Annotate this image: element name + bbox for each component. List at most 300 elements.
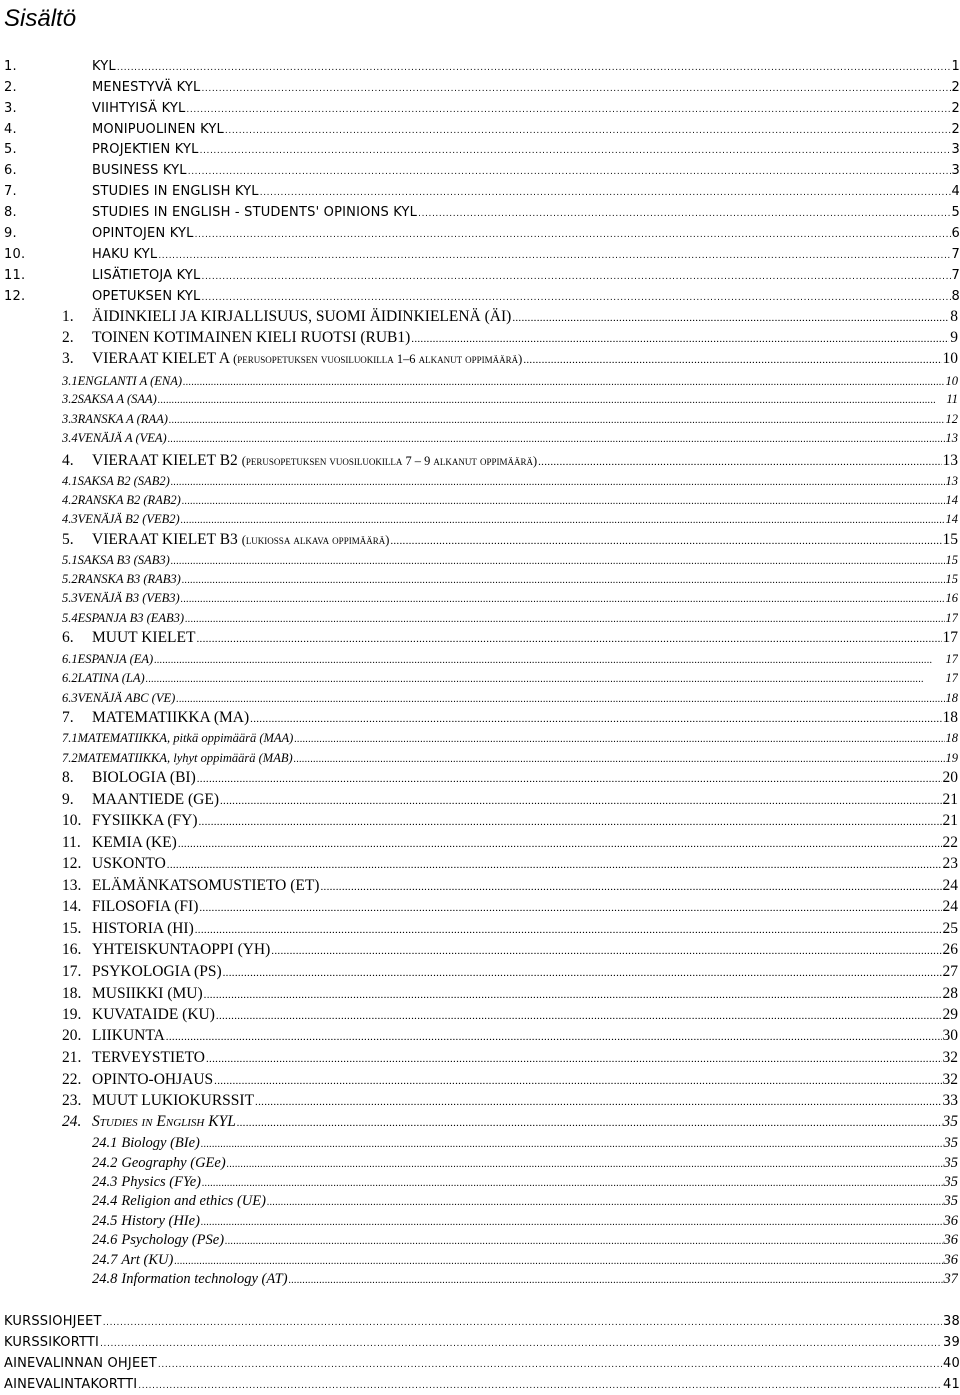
- toc-entry-page: 2: [951, 80, 960, 95]
- toc-dot-leader: [178, 834, 942, 853]
- toc-dot-leader: [103, 1313, 942, 1332]
- toc-entry-number: 14.: [62, 898, 82, 915]
- toc-entry-page: 21: [942, 812, 958, 829]
- toc-dot-leader: [250, 709, 941, 728]
- toc-dot-leader: [538, 452, 941, 471]
- toc-entry[interactable]: [62, 811, 958, 831]
- toc-entry[interactable]: [4, 140, 960, 160]
- toc-entry-number: 8.: [62, 769, 74, 786]
- toc-entry-label-text: TERVEYSTIETO: [92, 1049, 205, 1066]
- toc-entry[interactable]: [62, 628, 958, 648]
- toc-dot-leader: [181, 590, 945, 608]
- toc-dot-leader: [289, 1271, 943, 1289]
- toc-dot-leader: [260, 183, 951, 202]
- toc-entry-number: 3.4: [62, 431, 78, 445]
- toc-entry[interactable]: [62, 1070, 958, 1090]
- toc-entry-page: 26: [942, 941, 958, 958]
- toc-entry-number: 6.: [4, 163, 17, 178]
- toc-entry-label: [78, 649, 154, 669]
- toc-entry[interactable]: [4, 245, 960, 265]
- toc-entry-label-text: Biology (BIe): [121, 1135, 200, 1151]
- toc-entry[interactable]: [62, 962, 958, 982]
- toc-dot-leader: [320, 877, 941, 896]
- page-title: Sisältö: [4, 5, 77, 32]
- toc-entry[interactable]: [62, 428, 958, 448]
- toc-entry-number: 6.1: [62, 652, 78, 666]
- toc-entry-label: [92, 140, 199, 160]
- toc-dot-leader: [200, 141, 951, 160]
- toc-entry[interactable]: [62, 1112, 958, 1132]
- toc-entry-number: 5.1: [62, 553, 78, 567]
- toc-dot-leader: [294, 730, 944, 748]
- toc-entry-page: 18: [942, 709, 958, 726]
- toc-entry-label-text: Psychology (PSe): [121, 1232, 225, 1248]
- toc-entry-number: 18.: [62, 985, 82, 1002]
- toc-entry-number: 12.: [62, 855, 82, 872]
- toc-entry-page: 17: [945, 652, 958, 666]
- toc-entry-page: 35: [942, 1113, 958, 1130]
- toc-entry-number: 5.3: [62, 591, 78, 605]
- toc-entry-page: 35: [943, 1174, 958, 1190]
- toc-entry-label: [4, 1354, 157, 1374]
- toc-dot-leader: [418, 204, 950, 223]
- toc-entry[interactable]: [62, 569, 958, 589]
- toc-entry[interactable]: [4, 1333, 960, 1353]
- toc-entry-label: [92, 224, 194, 244]
- toc-entry-label-text: BUSINESS KYL: [92, 163, 187, 178]
- toc-entry-page: 17: [945, 671, 958, 685]
- toc-entry-label-text: SAKSA B3 (SAB3): [77, 553, 170, 567]
- toc-entry-label-text: AINEVALINNAN OHJEET: [4, 1356, 157, 1371]
- toc-entry-number: 22.: [62, 1071, 82, 1088]
- toc-entry[interactable]: [62, 728, 958, 748]
- toc-entry[interactable]: [62, 530, 958, 550]
- toc-entry[interactable]: [62, 471, 958, 491]
- toc-entry[interactable]: [62, 649, 958, 669]
- toc-entry-page: 15: [945, 553, 958, 567]
- toc-entry-page: 22: [942, 834, 958, 851]
- toc-dot-leader: [255, 1092, 941, 1111]
- toc-entry-label: [92, 897, 198, 917]
- toc-dot-leader: [512, 308, 949, 327]
- toc-entry[interactable]: [4, 120, 960, 140]
- toc-entry-page: 8: [950, 308, 958, 325]
- toc-entry-label-text: MATEMATIIKKA, lyhyt oppimäärä (MAB): [77, 751, 293, 765]
- toc-entry-label: [121, 1191, 266, 1211]
- toc-entry-number: 10.: [62, 812, 82, 829]
- toc-entry-number: 2.: [4, 80, 17, 95]
- toc-dot-leader: [201, 288, 950, 307]
- toc-dot-leader: [182, 492, 945, 510]
- toc-entry-number: 24.5: [92, 1213, 118, 1229]
- toc-entry-label: [92, 328, 410, 348]
- toc-entry-page: 17: [945, 611, 958, 625]
- toc-dot-leader: [167, 855, 942, 874]
- toc-entry-page: 15: [942, 531, 958, 548]
- toc-entry-number: 11.: [4, 268, 26, 283]
- toc-entry-label: [92, 1048, 205, 1068]
- toc-entry-page: 16: [945, 591, 958, 605]
- toc-entry-number: 20.: [62, 1027, 82, 1044]
- toc-entry[interactable]: [62, 550, 958, 570]
- toc-entry-label-text: OPINTO-OHJAUS: [92, 1071, 214, 1088]
- toc-entry-page: 19: [945, 751, 958, 765]
- toc-entry-label: [78, 688, 176, 708]
- toc-entry-label-text: USKONTO: [92, 855, 166, 872]
- toc-entry[interactable]: [92, 1269, 958, 1289]
- toc-entry-label-text: KUVATAIDE (KU): [92, 1006, 215, 1023]
- toc-entry[interactable]: [62, 1048, 958, 1068]
- toc-dot-leader: [523, 350, 941, 369]
- toc-entry[interactable]: [62, 708, 958, 728]
- toc-dot-leader: [174, 1252, 942, 1270]
- toc-entry[interactable]: [92, 1211, 958, 1231]
- toc-entry[interactable]: [62, 588, 958, 608]
- toc-entry-number: 24.2: [92, 1155, 118, 1171]
- toc-entry[interactable]: [62, 451, 958, 471]
- toc-entry[interactable]: [62, 984, 958, 1004]
- toc-dot-leader: [171, 552, 945, 570]
- toc-entry-label-text: LISÄTIETOJA KYL: [92, 268, 201, 283]
- toc-entry-label-text: VENÄJÄ ABC (VE): [77, 691, 176, 705]
- toc-entry[interactable]: [4, 1354, 960, 1374]
- toc-entry[interactable]: [62, 790, 958, 810]
- toc-entry-number: 24.3: [92, 1174, 118, 1190]
- toc-entry-label-text: STUDIES IN ENGLISH - STUDENTS' OPINIONS KYL: [92, 205, 418, 220]
- toc-entry-page: 6: [951, 226, 960, 241]
- toc-entry-label: [92, 530, 389, 550]
- toc-entry[interactable]: [62, 1091, 958, 1111]
- toc-dot-leader: [188, 162, 951, 181]
- toc-entry-page: 3: [951, 142, 960, 157]
- toc-entry[interactable]: [62, 854, 958, 874]
- toc-entry-page: 4: [951, 184, 960, 199]
- toc-entry[interactable]: [62, 328, 958, 348]
- toc-entry[interactable]: [62, 668, 958, 688]
- toc-entry-number: 24.4: [92, 1193, 118, 1209]
- toc-entry-label-text: HAKU KYL: [92, 247, 158, 262]
- toc-entry-label: [92, 1005, 215, 1025]
- toc-entry-label: [121, 1153, 225, 1173]
- toc-entry[interactable]: [4, 266, 960, 286]
- toc-entry[interactable]: [92, 1153, 958, 1173]
- toc-entry-label: [121, 1269, 287, 1289]
- toc-entry-label-text: Art (KU): [121, 1252, 174, 1268]
- toc-entry-label-text: Geography (GEe): [121, 1155, 226, 1171]
- toc-dot-leader: [186, 100, 950, 119]
- toc-entry-label: [78, 569, 181, 589]
- toc-entry-number: 3.: [62, 350, 74, 367]
- toc-entry-label: [121, 1133, 200, 1153]
- toc-entry[interactable]: [4, 1375, 960, 1395]
- toc-entry-label-text: ENGLANTI A (ENA): [77, 374, 183, 388]
- toc-entry-label-text: MENESTYVÄ KYL: [92, 80, 201, 95]
- toc-entry-label-text: MUUT KIELET: [92, 629, 196, 646]
- toc-entry-number: 7.: [4, 184, 17, 199]
- toc-dot-leader: [214, 1071, 941, 1090]
- toc-entry-page: 35: [943, 1155, 958, 1171]
- toc-entry-number: 17.: [62, 963, 82, 980]
- toc-entry-label: [78, 509, 180, 529]
- toc-entry-number: 8.: [4, 205, 17, 220]
- toc-entry[interactable]: [4, 287, 960, 307]
- toc-entry-page: 30: [942, 1027, 958, 1044]
- toc-entry-label-text: ESPANJA B3 (EAB3): [77, 611, 185, 625]
- toc-entry-label: [78, 409, 168, 429]
- toc-dot-leader: [154, 651, 944, 669]
- toc-entry-label: [92, 768, 196, 788]
- toc-entry[interactable]: [4, 161, 960, 181]
- toc-entry-number: 4.2: [62, 493, 78, 507]
- toc-entry[interactable]: [4, 203, 960, 223]
- toc-entry-label-text: MONIPUOLINEN KYL: [92, 122, 224, 137]
- toc-entry[interactable]: [92, 1230, 958, 1250]
- toc-entry[interactable]: [62, 349, 958, 369]
- toc-entry-number: 21.: [62, 1049, 82, 1066]
- toc-entry-label: [92, 790, 219, 810]
- toc-entry[interactable]: [92, 1191, 958, 1211]
- toc-entry-label: [92, 962, 222, 982]
- toc-entry-label-text: KEMIA (KE): [92, 834, 177, 851]
- toc-entry-number: 5.4: [62, 611, 78, 625]
- toc-entry-label: [92, 266, 201, 286]
- toc-dot-leader: [201, 1213, 943, 1231]
- toc-entry-label-text: MUSIIKKI (MU): [92, 985, 203, 1002]
- toc-dot-leader: [201, 1135, 943, 1153]
- toc-entry-label: [92, 628, 195, 648]
- toc-entry-label-text: ÄIDINKIELI JA KIRJALLISUUS, SUOMI ÄIDINKIELENÄ (ÄI): [92, 308, 512, 325]
- toc-dot-leader: [185, 610, 944, 628]
- toc-entry-number: 10.: [4, 247, 26, 262]
- toc-entry-label: [92, 99, 185, 119]
- toc-dot-leader: [168, 430, 945, 448]
- toc-entry-page: 18: [945, 731, 958, 745]
- toc-entry-page: 1: [951, 59, 960, 74]
- toc-entry-label-text: ELÄMÄNKATSOMUSTIETO (ET): [92, 877, 320, 894]
- toc-entry-number: 5.: [4, 142, 17, 157]
- toc-entry-number: 5.: [62, 531, 74, 548]
- toc-entry[interactable]: [4, 99, 960, 119]
- toc-dot-leader: [182, 571, 945, 589]
- toc-entry-label: [121, 1172, 201, 1192]
- toc-entry-label: [78, 490, 181, 510]
- toc-entry[interactable]: [4, 78, 960, 98]
- toc-entry-number: 24.7: [92, 1252, 118, 1268]
- toc-entry[interactable]: [62, 389, 958, 409]
- toc-entry-page: 12: [945, 412, 958, 426]
- toc-entry-page: 33: [942, 1092, 958, 1109]
- toc-dot-leader: [237, 1113, 942, 1132]
- toc-entry-number: 1.: [4, 59, 17, 74]
- toc-dot-leader: [220, 791, 942, 810]
- toc-entry[interactable]: [4, 57, 960, 77]
- toc-entry-label: [92, 307, 511, 327]
- toc-entry[interactable]: [4, 224, 960, 244]
- toc-entry-label: [121, 1211, 200, 1231]
- toc-dot-leader: [169, 411, 945, 429]
- toc-entry[interactable]: [62, 307, 958, 327]
- toc-entry-number: 16.: [62, 941, 82, 958]
- toc-dot-leader: [171, 473, 945, 491]
- toc-dot-leader: [411, 329, 949, 348]
- toc-dot-leader: [166, 1027, 942, 1046]
- toc-dot-leader: [158, 391, 946, 409]
- toc-entry-page: 17: [942, 629, 958, 646]
- toc-entry-page: 24: [942, 877, 958, 894]
- toc-entry-number: 7.2: [62, 751, 78, 765]
- toc-entry[interactable]: [4, 182, 960, 202]
- toc-entry-number: 3.2: [62, 392, 78, 406]
- toc-dot-leader: [201, 79, 950, 98]
- toc-entry-label: [92, 833, 177, 853]
- toc-entry-label-text: AINEVALINTAKORTTI: [4, 1377, 138, 1392]
- toc-entry-label-text: History (HIe): [121, 1213, 200, 1229]
- toc-entry-number: 24.8: [92, 1271, 118, 1287]
- toc-entry-label: [92, 245, 157, 265]
- toc-entry-page: 39: [943, 1335, 960, 1350]
- toc-entry-label-note: (perusopetuksen vuosiluokilla 1–6 alkanut oppimäärä): [233, 352, 523, 366]
- toc-entry[interactable]: [92, 1250, 958, 1270]
- toc-entry-page: 37: [943, 1271, 958, 1287]
- toc-dot-leader: [204, 985, 942, 1004]
- toc-entry-number: 11.: [62, 834, 81, 851]
- toc-entry-label-text: VIERAAT KIELET B2: [92, 452, 238, 469]
- toc-dot-leader: [294, 750, 945, 768]
- toc-entry-label: [92, 120, 224, 140]
- toc-entry-page: 14: [945, 512, 958, 526]
- toc-entry[interactable]: [62, 490, 958, 510]
- toc-entry-label-text: VIERAAT KIELET A: [92, 350, 230, 367]
- toc-entry[interactable]: [62, 833, 958, 853]
- toc-entry[interactable]: [62, 371, 958, 391]
- toc-entry-page: 15: [945, 572, 958, 586]
- toc-dot-leader: [202, 267, 951, 286]
- toc-entry[interactable]: [62, 688, 958, 708]
- toc-entry-page: 3: [951, 163, 960, 178]
- toc-entry[interactable]: [62, 940, 958, 960]
- toc-entry-number: 4.: [62, 452, 74, 469]
- toc-entry-label: [92, 811, 198, 831]
- toc-entry-label: [92, 940, 270, 960]
- toc-entry-label-text: VIIHTYISÄ KYL: [92, 101, 186, 116]
- toc-entry-page: 40: [943, 1356, 960, 1371]
- toc-entry-page: 38: [943, 1314, 960, 1329]
- toc-entry-label: [4, 1375, 137, 1395]
- toc-entry-label-text: LIIKUNTA: [92, 1027, 165, 1044]
- toc-dot-leader: [225, 1232, 942, 1250]
- toc-entry-label-text: RANSKA A (RAA): [77, 412, 168, 426]
- toc-entry-label: [92, 287, 200, 307]
- toc-dot-leader: [202, 1174, 943, 1192]
- toc-entry-number: 9.: [4, 226, 17, 241]
- toc-entry-number: 4.1: [62, 474, 78, 488]
- toc-entry-page: 35: [943, 1193, 958, 1209]
- toc-entry[interactable]: [62, 1005, 958, 1025]
- toc-entry-label: [78, 428, 167, 448]
- toc-entry-label-text: VENÄJÄ A (VEA): [77, 431, 167, 445]
- toc-entry-number: 4.3: [62, 512, 78, 526]
- toc-entry-label: [92, 1112, 236, 1132]
- toc-entry-page: 14: [945, 493, 958, 507]
- toc-entry[interactable]: [62, 748, 958, 768]
- toc-entry-label-text: OPINTOJEN KYL: [92, 226, 194, 241]
- toc-entry-label-text: KYL: [92, 59, 116, 74]
- toc-entry[interactable]: [62, 409, 958, 429]
- toc-entry-label-text: MUUT LUKIOKURSSIT: [92, 1092, 255, 1109]
- toc-entry-page: 32: [942, 1049, 958, 1066]
- toc-entry-label-text: KURSSIKORTTI: [4, 1335, 100, 1350]
- toc-entry-label: [92, 203, 417, 223]
- toc-entry-number: 7.: [62, 709, 74, 726]
- toc-entry-number: 1.: [62, 308, 74, 325]
- toc-entry-label-note: (perusopetuksen vuosiluokilla 7 – 9 alkanut oppimäärä): [241, 454, 538, 468]
- toc-dot-leader: [195, 920, 942, 939]
- toc-entry-label: [92, 854, 166, 874]
- toc-entry-page: 32: [942, 1071, 958, 1088]
- toc-dot-leader: [197, 769, 942, 788]
- toc-entry-number: 24.6: [92, 1232, 118, 1248]
- toc-entry-label: [78, 748, 293, 768]
- toc-entry-label: [92, 161, 187, 181]
- toc-entry-page: 13: [942, 452, 958, 469]
- toc-entry-page: 23: [942, 855, 958, 872]
- toc-entry-number: 5.2: [62, 572, 78, 586]
- toc-entry-number: 3.: [4, 101, 17, 116]
- toc-entry-number: 6.3: [62, 691, 78, 705]
- toc-entry[interactable]: [62, 608, 958, 628]
- toc-entry[interactable]: [62, 919, 958, 939]
- toc-entry[interactable]: [92, 1133, 958, 1153]
- toc-entry-label-text: TOINEN KOTIMAINEN KIELI RUOTSI (RUB1): [92, 329, 411, 346]
- toc-entry[interactable]: [62, 509, 958, 529]
- toc-dot-leader: [100, 1334, 942, 1353]
- toc-entry-label-text: SAKSA B2 (SAB2): [77, 474, 170, 488]
- toc-entry-page: 2: [951, 122, 960, 137]
- toc-entry[interactable]: [62, 876, 958, 896]
- toc-entry-label: [92, 349, 522, 369]
- toc-entry-number: 12.: [4, 289, 26, 304]
- toc-entry-label-text: PROJEKTIEN KYL: [92, 142, 199, 157]
- toc-entry-page: 28: [942, 985, 958, 1002]
- toc-entry-label: [4, 1312, 102, 1332]
- toc-entry[interactable]: [62, 1026, 958, 1046]
- toc-dot-leader: [225, 121, 951, 140]
- toc-entry-page: 2: [951, 101, 960, 116]
- toc-dot-leader: [206, 1049, 942, 1068]
- toc-entry-label: [78, 608, 184, 628]
- toc-entry-label-text: FYSIIKKA (FY): [92, 812, 198, 829]
- toc-entry-number: 13.: [62, 877, 82, 894]
- toc-entry-page: 7: [951, 247, 960, 262]
- toc-entry-label-text: VENÄJÄ B2 (VEB2): [77, 512, 180, 526]
- toc-entry[interactable]: [92, 1172, 958, 1192]
- toc-entry[interactable]: [62, 897, 958, 917]
- toc-entry-label: [92, 919, 194, 939]
- toc-entry-page: 41: [943, 1377, 960, 1392]
- toc-entry-label-text: Physics (FYe): [121, 1174, 201, 1190]
- toc-entry[interactable]: [62, 768, 958, 788]
- toc-entry[interactable]: [4, 1312, 960, 1332]
- toc-entry-page: 9: [950, 329, 958, 346]
- toc-dot-leader: [138, 1376, 942, 1395]
- toc-entry-label: [92, 708, 249, 728]
- toc-entry-label-text: VENÄJÄ B3 (VEB3): [77, 591, 180, 605]
- toc-entry-label-text: STUDIES IN ENGLISH KYL: [92, 184, 259, 199]
- toc-entry-number: 24.: [62, 1113, 82, 1130]
- toc-dot-leader: [223, 963, 942, 982]
- toc-entry-page: 5: [951, 205, 960, 220]
- toc-entry-label-text: Information technology (AT): [121, 1271, 288, 1287]
